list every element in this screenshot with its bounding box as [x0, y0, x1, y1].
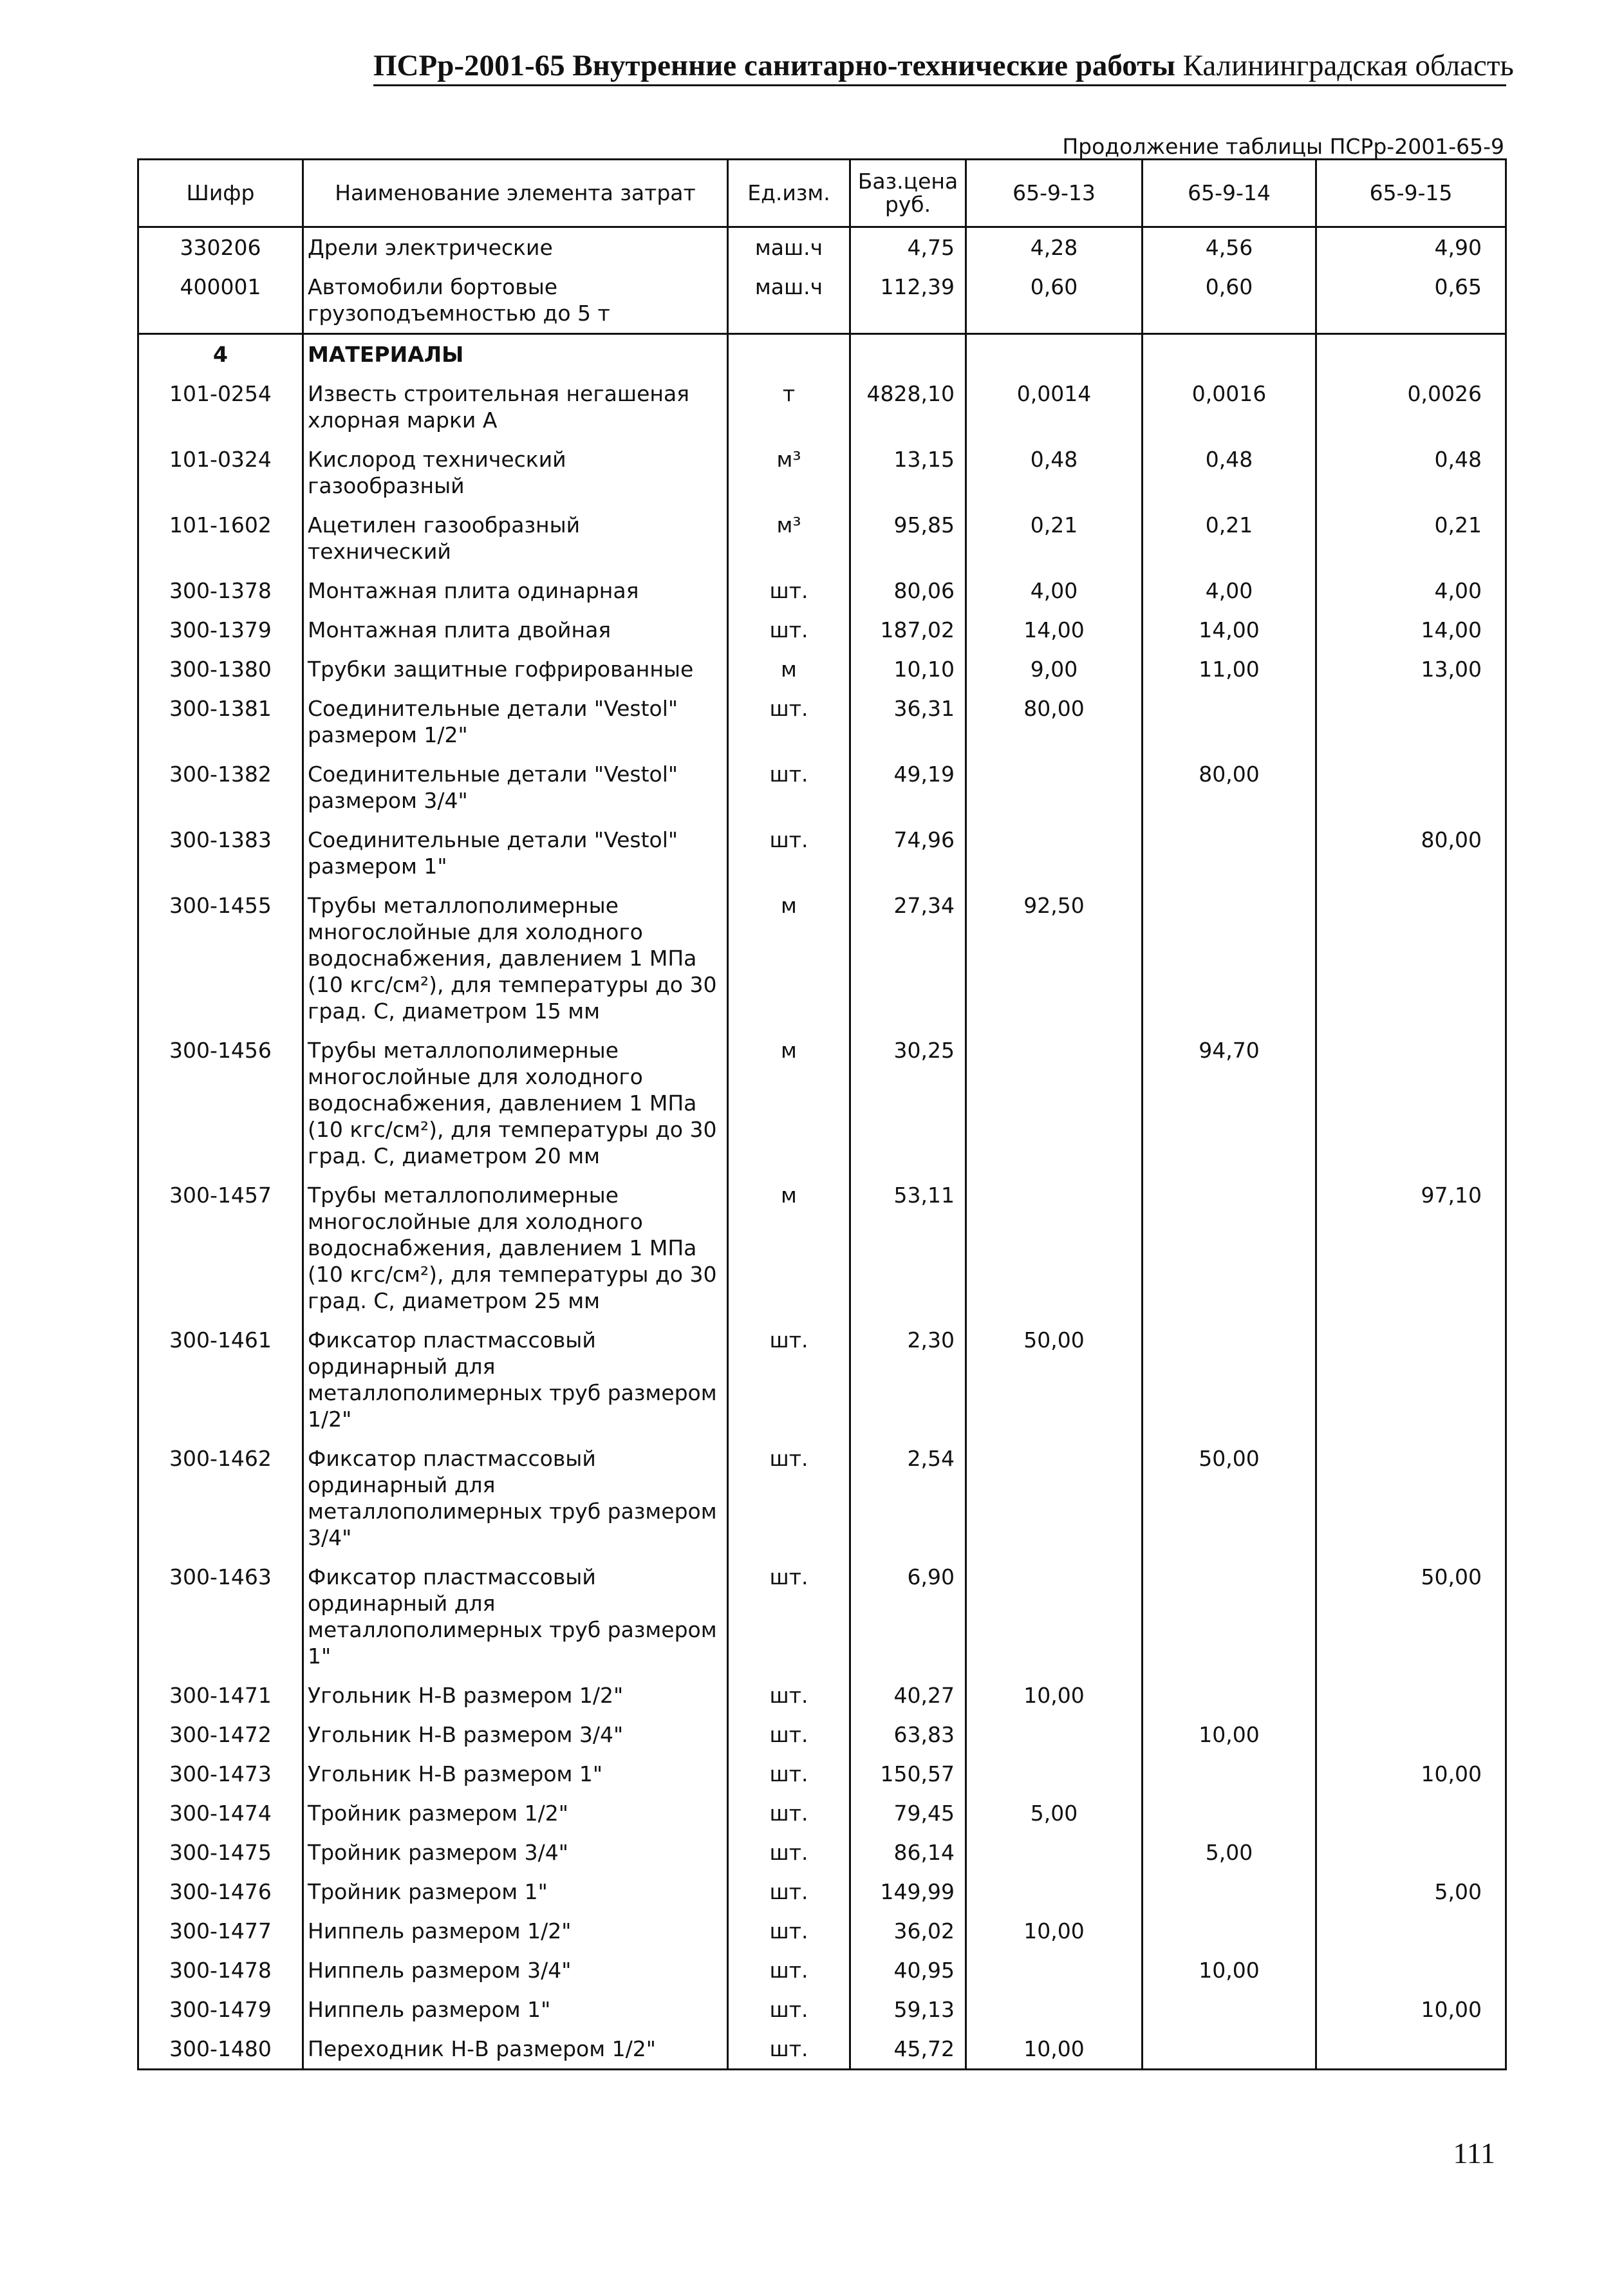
row-name: Ниппель размером 1/2" — [303, 1911, 728, 1951]
row-value-65-9-15: 10,00 — [1316, 1990, 1506, 2029]
row-name: Переходник Н-В размером 1/2" — [303, 2029, 728, 2070]
row-value-65-9-15: 14,00 — [1316, 610, 1506, 650]
row-code: 300-1480 — [138, 2029, 303, 2070]
row-price: 149,99 — [850, 1872, 966, 1911]
row-name: Соединительные детали "Vestol" размером 1" — [303, 820, 728, 886]
row-value-65-9-14 — [1143, 1320, 1316, 1439]
row-value-65-9-13: 50,00 — [966, 1320, 1143, 1439]
row-value-65-9-15: 0,21 — [1316, 505, 1506, 571]
row-value-65-9-15 — [1316, 754, 1506, 820]
row-value-65-9-14: 50,00 — [1143, 1439, 1316, 1557]
row-value-65-9-15: 80,00 — [1316, 820, 1506, 886]
row-price: 40,27 — [850, 1676, 966, 1715]
row-value-65-9-14 — [1143, 1911, 1316, 1951]
row-value-65-9-13: 0,0014 — [966, 374, 1143, 440]
row-price: 13,15 — [850, 440, 966, 505]
row-unit: шт. — [728, 1794, 850, 1833]
row-code: 101-0324 — [138, 440, 303, 505]
row-price: 2,30 — [850, 1320, 966, 1439]
row-price: 49,19 — [850, 754, 966, 820]
table-row — [138, 1320, 1506, 1439]
row-unit: т — [728, 374, 850, 440]
table-row — [138, 754, 1506, 820]
resource-table — [137, 158, 1507, 2070]
row-code: 300-1476 — [138, 1872, 303, 1911]
row-unit: шт. — [728, 820, 850, 886]
row-value-65-9-13 — [966, 1557, 1143, 1676]
row-value-65-9-14: 0,48 — [1143, 440, 1316, 505]
row-value-65-9-15: 0,65 — [1316, 267, 1506, 334]
row-value-65-9-13: 4,00 — [966, 571, 1143, 610]
row-price: 79,45 — [850, 1794, 966, 1833]
row-price: 36,31 — [850, 689, 966, 754]
row-code: 300-1381 — [138, 689, 303, 754]
row-value-65-9-13 — [966, 1951, 1143, 1990]
row-value-65-9-14 — [1143, 1676, 1316, 1715]
row-price: 4828,10 — [850, 374, 966, 440]
row-price: 36,02 — [850, 1911, 966, 1951]
table-row — [138, 1176, 1506, 1320]
column-header-name: Наименование элемента затрат — [303, 160, 728, 227]
row-value-65-9-15 — [1316, 1715, 1506, 1754]
row-value-65-9-15 — [1316, 1439, 1506, 1557]
row-value-65-9-13 — [966, 334, 1143, 375]
row-price: 27,34 — [850, 886, 966, 1031]
row-value-65-9-15 — [1316, 886, 1506, 1031]
table-row — [138, 1031, 1506, 1176]
column-header-65-9-15: 65-9-15 — [1316, 160, 1506, 227]
column-header-price: Баз.цена руб. — [850, 160, 966, 227]
row-value-65-9-15: 13,00 — [1316, 650, 1506, 689]
row-code: 300-1455 — [138, 886, 303, 1031]
row-code: 300-1462 — [138, 1439, 303, 1557]
row-name: Ниппель размером 1" — [303, 1990, 728, 2029]
row-value-65-9-13: 5,00 — [966, 1794, 1143, 1833]
row-code: 300-1383 — [138, 820, 303, 886]
row-price: 112,39 — [850, 267, 966, 334]
row-name: Ацетилен газообразный технический — [303, 505, 728, 571]
row-price: 45,72 — [850, 2029, 966, 2070]
table-row — [138, 1754, 1506, 1794]
row-value-65-9-13 — [966, 1833, 1143, 1872]
row-code: 300-1463 — [138, 1557, 303, 1676]
row-code: 300-1461 — [138, 1320, 303, 1439]
row-price: 95,85 — [850, 505, 966, 571]
row-code: 400001 — [138, 267, 303, 334]
row-value-65-9-14: 11,00 — [1143, 650, 1316, 689]
table-row — [138, 1833, 1506, 1872]
row-value-65-9-15 — [1316, 1951, 1506, 1990]
document-header — [373, 49, 1514, 86]
table-row — [138, 227, 1506, 268]
row-price: 40,95 — [850, 1951, 966, 1990]
table-row — [138, 1557, 1506, 1676]
row-unit: м — [728, 1176, 850, 1320]
row-unit: маш.ч — [728, 227, 850, 268]
row-unit: маш.ч — [728, 267, 850, 334]
row-unit: шт. — [728, 1676, 850, 1715]
row-name: Трубы металлополимерные многослойные для холодного водоснабжения, давлением 1 МПа (10 кгс/см²), для температуры до 30 град. С, диаметром 15 мм — [303, 886, 728, 1031]
row-price: 80,06 — [850, 571, 966, 610]
row-value-65-9-14 — [1143, 1557, 1316, 1676]
row-code: 300-1380 — [138, 650, 303, 689]
row-value-65-9-13: 4,28 — [966, 227, 1143, 268]
row-value-65-9-14 — [1143, 1794, 1316, 1833]
table-row — [138, 1715, 1506, 1754]
row-name: Трубки защитные гофрированные — [303, 650, 728, 689]
row-name: Фиксатор пластмассовый ординарный для металлополимерных труб размером 1/2" — [303, 1320, 728, 1439]
row-name: Угольник Н-В размером 3/4" — [303, 1715, 728, 1754]
row-value-65-9-15: 97,10 — [1316, 1176, 1506, 1320]
table-header — [138, 160, 1506, 227]
row-code: 300-1382 — [138, 754, 303, 820]
row-unit: шт. — [728, 1872, 850, 1911]
table-row — [138, 571, 1506, 610]
row-name: Соединительные детали "Vestol" размером 3/4" — [303, 754, 728, 820]
row-unit: шт. — [728, 1990, 850, 2029]
row-value-65-9-14: 0,60 — [1143, 267, 1316, 334]
row-name: Фиксатор пластмассовый ординарный для металлополимерных труб размером 1" — [303, 1557, 728, 1676]
row-value-65-9-14: 4,56 — [1143, 227, 1316, 268]
row-name: Ниппель размером 3/4" — [303, 1951, 728, 1990]
row-value-65-9-13 — [966, 1754, 1143, 1794]
table-row — [138, 650, 1506, 689]
row-code: 300-1379 — [138, 610, 303, 650]
row-name: Соединительные детали "Vestol" размером 1/2" — [303, 689, 728, 754]
row-value-65-9-14: 4,00 — [1143, 571, 1316, 610]
row-value-65-9-14: 5,00 — [1143, 1833, 1316, 1872]
row-name: Кислород технический газообразный — [303, 440, 728, 505]
table-row — [138, 820, 1506, 886]
row-value-65-9-14: 10,00 — [1143, 1951, 1316, 1990]
row-price — [850, 334, 966, 375]
row-code: 300-1479 — [138, 1990, 303, 2029]
row-value-65-9-14: 0,21 — [1143, 505, 1316, 571]
row-value-65-9-13 — [966, 754, 1143, 820]
table-row — [138, 1872, 1506, 1911]
row-code: 101-1602 — [138, 505, 303, 571]
row-price: 10,10 — [850, 650, 966, 689]
row-value-65-9-14 — [1143, 820, 1316, 886]
table-row — [138, 886, 1506, 1031]
row-code: 300-1457 — [138, 1176, 303, 1320]
row-value-65-9-15 — [1316, 1676, 1506, 1715]
row-value-65-9-13: 14,00 — [966, 610, 1143, 650]
table-body — [138, 227, 1506, 2070]
table-row — [138, 440, 1506, 505]
row-value-65-9-14 — [1143, 1754, 1316, 1794]
table-row — [138, 1439, 1506, 1557]
table-row — [138, 2029, 1506, 2070]
row-name: Монтажная плита двойная — [303, 610, 728, 650]
row-value-65-9-13: 9,00 — [966, 650, 1143, 689]
row-value-65-9-14: 14,00 — [1143, 610, 1316, 650]
row-value-65-9-15: 10,00 — [1316, 1754, 1506, 1794]
row-value-65-9-14: 0,0016 — [1143, 374, 1316, 440]
row-value-65-9-14 — [1143, 1990, 1316, 2029]
row-value-65-9-14 — [1143, 689, 1316, 754]
row-code: 300-1456 — [138, 1031, 303, 1176]
row-value-65-9-13 — [966, 820, 1143, 886]
row-unit: шт. — [728, 1833, 850, 1872]
row-name: Автомобили бортовые грузоподъемностью до 5 т — [303, 267, 728, 334]
table-row — [138, 505, 1506, 571]
table-row — [138, 374, 1506, 440]
column-header-65-9-13: 65-9-13 — [966, 160, 1143, 227]
row-value-65-9-15 — [1316, 1320, 1506, 1439]
row-name: Тройник размером 1" — [303, 1872, 728, 1911]
row-value-65-9-15: 4,00 — [1316, 571, 1506, 610]
row-value-65-9-15: 0,48 — [1316, 440, 1506, 505]
row-value-65-9-15 — [1316, 334, 1506, 375]
table-row — [138, 1676, 1506, 1715]
row-unit: шт. — [728, 1439, 850, 1557]
table-section-row — [138, 334, 1506, 375]
header-region: Калининградская область — [1182, 49, 1514, 82]
row-value-65-9-13 — [966, 1031, 1143, 1176]
row-value-65-9-13: 0,21 — [966, 505, 1143, 571]
column-header-code: Шифр — [138, 160, 303, 227]
row-unit: шт. — [728, 754, 850, 820]
row-value-65-9-13: 10,00 — [966, 2029, 1143, 2070]
row-price: 86,14 — [850, 1833, 966, 1872]
row-value-65-9-13: 92,50 — [966, 886, 1143, 1031]
row-name: Тройник размером 1/2" — [303, 1794, 728, 1833]
row-value-65-9-14 — [1143, 1872, 1316, 1911]
row-value-65-9-14 — [1143, 1176, 1316, 1320]
row-unit — [728, 334, 850, 375]
row-unit: шт. — [728, 1715, 850, 1754]
row-unit: шт. — [728, 1951, 850, 1990]
row-unit: шт. — [728, 610, 850, 650]
row-value-65-9-15: 0,0026 — [1316, 374, 1506, 440]
table-row — [138, 267, 1506, 334]
row-price: 2,54 — [850, 1439, 966, 1557]
resource-table-container — [137, 158, 1505, 2070]
row-unit: шт. — [728, 1320, 850, 1439]
row-price: 4,75 — [850, 227, 966, 268]
row-code: 300-1473 — [138, 1754, 303, 1794]
row-name: Монтажная плита одинарная — [303, 571, 728, 610]
row-value-65-9-13 — [966, 1872, 1143, 1911]
column-header-unit: Ед.изм. — [728, 160, 850, 227]
row-value-65-9-15: 5,00 — [1316, 1872, 1506, 1911]
row-value-65-9-13: 10,00 — [966, 1911, 1143, 1951]
row-code: 330206 — [138, 227, 303, 268]
row-value-65-9-15: 50,00 — [1316, 1557, 1506, 1676]
row-value-65-9-15 — [1316, 2029, 1506, 2070]
row-value-65-9-15 — [1316, 1911, 1506, 1951]
row-price: 59,13 — [850, 1990, 966, 2029]
row-code: 300-1472 — [138, 1715, 303, 1754]
row-value-65-9-13: 10,00 — [966, 1676, 1143, 1715]
row-value-65-9-14: 80,00 — [1143, 754, 1316, 820]
table-row — [138, 1951, 1506, 1990]
row-code: 300-1478 — [138, 1951, 303, 1990]
row-name: Фиксатор пластмассовый ординарный для металлополимерных труб размером 3/4" — [303, 1439, 728, 1557]
table-continuation-label: Продолжение таблицы ПСРр-2001-65-9 — [1062, 134, 1504, 159]
row-unit: м — [728, 886, 850, 1031]
row-price: 74,96 — [850, 820, 966, 886]
row-value-65-9-15 — [1316, 1031, 1506, 1176]
row-code: 300-1477 — [138, 1911, 303, 1951]
row-code: 300-1378 — [138, 571, 303, 610]
row-price: 187,02 — [850, 610, 966, 650]
column-header-65-9-14: 65-9-14 — [1143, 160, 1316, 227]
row-value-65-9-15 — [1316, 1833, 1506, 1872]
row-code: 101-0254 — [138, 374, 303, 440]
row-name: Трубы металлополимерные многослойные для холодного водоснабжения, давлением 1 МПа (10 кгс/см²), для температуры до 30 град. С, диаметром 25 мм — [303, 1176, 728, 1320]
row-name: Тройник размером 3/4" — [303, 1833, 728, 1872]
row-price: 30,25 — [850, 1031, 966, 1176]
row-price: 150,57 — [850, 1754, 966, 1794]
row-value-65-9-13 — [966, 1715, 1143, 1754]
row-value-65-9-13 — [966, 1990, 1143, 2029]
row-price: 6,90 — [850, 1557, 966, 1676]
row-unit: м — [728, 650, 850, 689]
table-row — [138, 689, 1506, 754]
table-row — [138, 1990, 1506, 2029]
row-value-65-9-15: 4,90 — [1316, 227, 1506, 268]
row-code: 300-1471 — [138, 1676, 303, 1715]
row-unit: шт. — [728, 571, 850, 610]
row-unit: шт. — [728, 689, 850, 754]
page-number: 111 — [1453, 2137, 1495, 2169]
table-row — [138, 610, 1506, 650]
row-name: Дрели электрические — [303, 227, 728, 268]
row-name: Угольник Н-В размером 1" — [303, 1754, 728, 1794]
row-value-65-9-13 — [966, 1439, 1143, 1557]
row-unit: шт. — [728, 1754, 850, 1794]
row-value-65-9-15 — [1316, 689, 1506, 754]
row-value-65-9-14 — [1143, 334, 1316, 375]
row-value-65-9-14 — [1143, 886, 1316, 1031]
row-unit: шт. — [728, 2029, 850, 2070]
row-value-65-9-13: 80,00 — [966, 689, 1143, 754]
row-price: 63,83 — [850, 1715, 966, 1754]
row-unit: м³ — [728, 505, 850, 571]
row-unit: шт. — [728, 1557, 850, 1676]
row-value-65-9-15 — [1316, 1794, 1506, 1833]
row-name: Известь строительная негашеная хлорная марки А — [303, 374, 728, 440]
row-code: 4 — [138, 334, 303, 375]
row-name: Трубы металлополимерные многослойные для холодного водоснабжения, давлением 1 МПа (10 кгс/см²), для температуры до 30 град. С, диаметром 20 мм — [303, 1031, 728, 1176]
row-value-65-9-14: 94,70 — [1143, 1031, 1316, 1176]
row-unit: шт. — [728, 1911, 850, 1951]
row-value-65-9-14: 10,00 — [1143, 1715, 1316, 1754]
row-unit: м³ — [728, 440, 850, 505]
row-name: МАТЕРИАЛЫ — [303, 334, 728, 375]
table-row — [138, 1794, 1506, 1833]
row-value-65-9-13: 0,60 — [966, 267, 1143, 334]
row-code: 300-1475 — [138, 1833, 303, 1872]
row-code: 300-1474 — [138, 1794, 303, 1833]
row-value-65-9-13 — [966, 1176, 1143, 1320]
row-name: Угольник Н-В размером 1/2" — [303, 1676, 728, 1715]
row-value-65-9-14 — [1143, 2029, 1316, 2070]
row-price: 53,11 — [850, 1176, 966, 1320]
row-value-65-9-13: 0,48 — [966, 440, 1143, 505]
header-title: ПСРр-2001-65 Внутренние санитарно-технические работы — [373, 49, 1175, 82]
table-row — [138, 1911, 1506, 1951]
row-unit: м — [728, 1031, 850, 1176]
